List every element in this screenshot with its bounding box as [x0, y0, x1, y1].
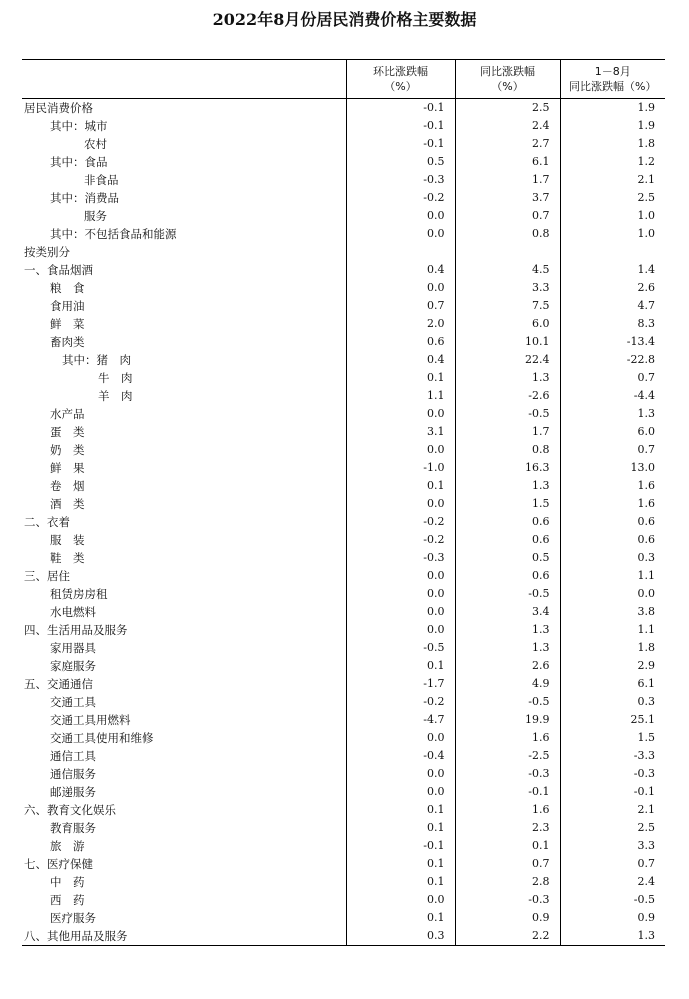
row-label: 交通工具	[50, 695, 96, 709]
cell-month-on-month: 0.0	[346, 441, 455, 459]
cell-year-to-date: 2.1	[560, 801, 665, 819]
table-row	[22, 333, 665, 351]
table-row	[22, 261, 665, 279]
cell-year-to-date: 1.6	[560, 477, 665, 495]
cell-year-on-year: 1.3	[455, 639, 560, 657]
cell-year-on-year	[455, 243, 560, 261]
cell-year-to-date: 0.0	[560, 585, 665, 603]
cell-month-on-month: -0.5	[346, 639, 455, 657]
table-row	[22, 729, 665, 747]
table-row	[22, 891, 665, 909]
cell-year-on-year: 0.9	[455, 909, 560, 927]
cell-year-to-date: 0.6	[560, 531, 665, 549]
table-row	[22, 351, 665, 369]
cell-year-to-date: -0.5	[560, 891, 665, 909]
cell-year-to-date: 0.9	[560, 909, 665, 927]
cell-month-on-month: 2.0	[346, 315, 455, 333]
cell-year-on-year: 1.6	[455, 801, 560, 819]
cell-month-on-month: -0.2	[346, 513, 455, 531]
cell-year-on-year: 1.6	[455, 729, 560, 747]
cell-year-to-date: 13.0	[560, 459, 665, 477]
row-label: 其中：猪 肉	[62, 353, 131, 367]
cell-year-to-date: 1.8	[560, 639, 665, 657]
cell-year-to-date: 3.3	[560, 837, 665, 855]
cell-year-to-date: 1.0	[560, 207, 665, 225]
row-label: 粮 食	[50, 281, 85, 295]
table-row	[22, 297, 665, 315]
cell-year-to-date: 25.1	[560, 711, 665, 729]
table-row	[22, 405, 665, 423]
cell-year-to-date: 0.3	[560, 693, 665, 711]
cell-year-on-year: -0.1	[455, 783, 560, 801]
cell-month-on-month: -1.0	[346, 459, 455, 477]
cell-month-on-month: 0.0	[346, 729, 455, 747]
row-label: 家庭服务	[50, 659, 96, 673]
cell-year-on-year: 0.6	[455, 567, 560, 585]
row-label: 教育服务	[50, 821, 96, 835]
cell-month-on-month: 0.0	[346, 207, 455, 225]
row-label: 六、教育文化娱乐	[24, 803, 116, 817]
table-row	[22, 495, 665, 513]
table-row	[22, 153, 665, 171]
header-yoy-line2: （%）	[491, 80, 524, 93]
table-row	[22, 135, 665, 153]
cell-year-on-year: -0.3	[455, 765, 560, 783]
row-label: 畜肉类	[50, 335, 85, 349]
cell-year-on-year: 0.7	[455, 207, 560, 225]
cell-month-on-month: 0.0	[346, 585, 455, 603]
row-label: 通信服务	[50, 767, 96, 781]
cell-month-on-month: -0.1	[346, 135, 455, 153]
table-row	[22, 675, 665, 693]
cell-month-on-month: 0.0	[346, 621, 455, 639]
cell-month-on-month: 0.3	[346, 927, 455, 946]
table-row	[22, 657, 665, 675]
row-label: 五、交通通信	[24, 677, 93, 691]
table-row	[22, 513, 665, 531]
table-row	[22, 639, 665, 657]
table-row	[22, 567, 665, 585]
cell-year-to-date: 1.9	[560, 99, 665, 118]
table-header-row	[22, 60, 665, 99]
cell-year-to-date: 6.0	[560, 423, 665, 441]
header-year-to-date	[560, 60, 665, 99]
cell-month-on-month: -1.7	[346, 675, 455, 693]
table-row	[22, 423, 665, 441]
cell-year-on-year: 3.3	[455, 279, 560, 297]
cell-year-to-date: 1.0	[560, 225, 665, 243]
cell-year-on-year: 1.3	[455, 369, 560, 387]
cell-month-on-month: -0.3	[346, 171, 455, 189]
cell-year-to-date: 4.7	[560, 297, 665, 315]
cell-year-on-year: -2.5	[455, 747, 560, 765]
cell-year-to-date: 2.9	[560, 657, 665, 675]
cell-year-to-date: 1.6	[560, 495, 665, 513]
cell-year-to-date: 1.1	[560, 567, 665, 585]
table-row	[22, 279, 665, 297]
row-label: 七、医疗保健	[24, 857, 93, 871]
cell-month-on-month: -0.1	[346, 837, 455, 855]
cell-year-on-year: 2.5	[455, 99, 560, 118]
cell-month-on-month: 0.1	[346, 369, 455, 387]
cell-month-on-month: 0.6	[346, 333, 455, 351]
cell-year-to-date: 1.9	[560, 117, 665, 135]
table-row	[22, 711, 665, 729]
table-row	[22, 117, 665, 135]
cell-month-on-month: -4.7	[346, 711, 455, 729]
cell-year-to-date: 0.3	[560, 549, 665, 567]
cell-month-on-month: 0.0	[346, 567, 455, 585]
cell-year-to-date: 1.8	[560, 135, 665, 153]
cell-year-on-year: 1.5	[455, 495, 560, 513]
table-row	[22, 315, 665, 333]
row-label: 旅 游	[50, 839, 85, 853]
table-row	[22, 369, 665, 387]
header-ytd-line1: 1－8月	[594, 65, 631, 78]
cell-year-on-year: 0.8	[455, 441, 560, 459]
cell-year-on-year: -2.6	[455, 387, 560, 405]
row-label: 家用器具	[50, 641, 96, 655]
cell-year-on-year: 1.3	[455, 477, 560, 495]
cell-year-on-year: 2.7	[455, 135, 560, 153]
cell-year-on-year: 2.8	[455, 873, 560, 891]
row-label: 蛋 类	[50, 425, 85, 439]
row-label: 西 药	[50, 893, 85, 907]
row-label: 八、其他用品及服务	[22, 927, 346, 946]
cell-year-to-date: -3.3	[560, 747, 665, 765]
cell-year-on-year: 2.2	[455, 927, 560, 946]
cell-year-to-date: 2.5	[560, 819, 665, 837]
header-ytd-line2: 同比涨跌幅（%）	[569, 80, 657, 93]
row-label: 医疗服务	[50, 911, 96, 925]
table-row	[22, 441, 665, 459]
table-row	[22, 225, 665, 243]
row-label: 鲜 果	[50, 461, 85, 475]
cell-month-on-month: 0.0	[346, 783, 455, 801]
cell-month-on-month	[346, 243, 455, 261]
cell-year-to-date: 1.5	[560, 729, 665, 747]
table-row	[22, 603, 665, 621]
table-row	[22, 171, 665, 189]
cell-month-on-month: 3.1	[346, 423, 455, 441]
table-row	[22, 585, 665, 603]
cell-month-on-month: -0.2	[346, 189, 455, 207]
row-label: 服 装	[50, 533, 85, 547]
row-label: 邮递服务	[50, 785, 96, 799]
row-label: 水电燃料	[50, 605, 96, 619]
row-label: 食用油	[50, 299, 85, 313]
row-label: 居民消费价格	[24, 101, 93, 115]
row-label: 卷 烟	[50, 479, 85, 493]
cell-month-on-month: 0.4	[346, 351, 455, 369]
cell-month-on-month: 0.0	[346, 495, 455, 513]
cell-year-to-date: -0.1	[560, 783, 665, 801]
row-label: 其中：不包括食品和能源	[50, 227, 177, 241]
row-label: 鞋 类	[50, 551, 85, 565]
cell-year-to-date: 0.7	[560, 369, 665, 387]
row-label: 一、食品烟酒	[24, 263, 93, 277]
row-label: 四、生活用品及服务	[24, 623, 128, 637]
cell-month-on-month: 0.1	[346, 855, 455, 873]
cell-month-on-month: -0.4	[346, 747, 455, 765]
row-label: 水产品	[50, 407, 85, 421]
cell-year-on-year: 7.5	[455, 297, 560, 315]
cell-month-on-month: 0.1	[346, 801, 455, 819]
cell-year-on-year: 1.7	[455, 423, 560, 441]
cell-year-on-year: 10.1	[455, 333, 560, 351]
cell-month-on-month: 1.1	[346, 387, 455, 405]
cell-year-on-year: 6.0	[455, 315, 560, 333]
cell-year-on-year: 2.6	[455, 657, 560, 675]
cell-year-on-year: 1.7	[455, 171, 560, 189]
cell-year-to-date: 1.1	[560, 621, 665, 639]
cell-year-to-date: 1.2	[560, 153, 665, 171]
row-label: 交通工具用燃料	[50, 713, 131, 727]
row-label: 羊 肉	[98, 389, 133, 403]
cell-month-on-month: 0.0	[346, 225, 455, 243]
cell-year-to-date: 6.1	[560, 675, 665, 693]
cell-month-on-month: -0.1	[346, 99, 455, 118]
cell-month-on-month: 0.4	[346, 261, 455, 279]
cell-year-on-year: 4.9	[455, 675, 560, 693]
cell-year-on-year: 0.5	[455, 549, 560, 567]
table-row	[22, 621, 665, 639]
cell-month-on-month: 0.1	[346, 909, 455, 927]
table-row	[22, 819, 665, 837]
cell-month-on-month: 0.0	[346, 279, 455, 297]
table-body	[22, 99, 665, 946]
table-row	[22, 459, 665, 477]
cell-year-to-date	[560, 243, 665, 261]
cell-year-on-year: 22.4	[455, 351, 560, 369]
cell-year-on-year: 19.9	[455, 711, 560, 729]
row-label: 交通工具使用和维修	[50, 731, 154, 745]
cell-month-on-month: -0.1	[346, 117, 455, 135]
table-row	[22, 189, 665, 207]
row-label: 非食品	[84, 173, 119, 187]
table-row	[22, 477, 665, 495]
cell-year-on-year: 0.8	[455, 225, 560, 243]
cell-year-on-year: -0.3	[455, 891, 560, 909]
row-label: 牛 肉	[98, 371, 133, 385]
row-label: 其中：消费品	[50, 191, 119, 205]
table-row	[22, 207, 665, 225]
table-row	[22, 243, 665, 261]
cell-year-on-year: 2.4	[455, 117, 560, 135]
row-label: 服务	[84, 209, 107, 223]
cell-year-on-year: 3.7	[455, 189, 560, 207]
table-row	[22, 693, 665, 711]
cell-month-on-month: 0.0	[346, 603, 455, 621]
table-row	[22, 801, 665, 819]
cell-year-to-date: -4.4	[560, 387, 665, 405]
cell-year-to-date: 2.4	[560, 873, 665, 891]
cell-year-on-year: 16.3	[455, 459, 560, 477]
cell-year-to-date: 1.3	[560, 927, 665, 946]
cell-year-on-year: 0.7	[455, 855, 560, 873]
cell-year-to-date: 8.3	[560, 315, 665, 333]
table-row	[22, 99, 665, 118]
cell-month-on-month: -0.2	[346, 531, 455, 549]
row-label: 二、衣着	[24, 515, 70, 529]
table-row	[22, 927, 665, 946]
cell-month-on-month: 0.0	[346, 891, 455, 909]
row-label: 三、居住	[24, 569, 70, 583]
header-yoy-line1: 同比涨跌幅	[480, 65, 535, 78]
row-label: 酒 类	[50, 497, 85, 511]
cpi-data-table	[22, 59, 665, 946]
table-row	[22, 531, 665, 549]
cell-month-on-month: -0.2	[346, 693, 455, 711]
cell-month-on-month: -0.3	[346, 549, 455, 567]
cell-year-to-date: 1.4	[560, 261, 665, 279]
row-label: 通信工具	[50, 749, 96, 763]
row-label: 按类别分	[24, 245, 70, 259]
row-label: 中 药	[50, 875, 85, 889]
cell-year-to-date: 1.3	[560, 405, 665, 423]
row-label: 其中：城市	[50, 119, 108, 133]
cell-year-on-year: -0.5	[455, 585, 560, 603]
cell-year-on-year: 0.1	[455, 837, 560, 855]
cell-year-on-year: -0.5	[455, 405, 560, 423]
header-mom-line1: 环比涨跌幅	[373, 65, 428, 78]
cell-year-to-date: 3.8	[560, 603, 665, 621]
cell-year-to-date: -22.8	[560, 351, 665, 369]
table-row	[22, 387, 665, 405]
table-row	[22, 855, 665, 873]
cell-year-to-date: -13.4	[560, 333, 665, 351]
cell-year-on-year: 3.4	[455, 603, 560, 621]
row-label: 奶 类	[50, 443, 85, 457]
table-row	[22, 549, 665, 567]
cell-year-to-date: 2.5	[560, 189, 665, 207]
table-row	[22, 765, 665, 783]
row-label: 鲜 菜	[50, 317, 85, 331]
header-year-on-year	[455, 60, 560, 99]
cell-year-to-date: 0.7	[560, 441, 665, 459]
cell-year-on-year: -0.5	[455, 693, 560, 711]
cell-year-to-date: -0.3	[560, 765, 665, 783]
cell-year-to-date: 0.6	[560, 513, 665, 531]
cell-year-to-date: 0.7	[560, 855, 665, 873]
cell-year-on-year: 2.3	[455, 819, 560, 837]
row-label: 其中：食品	[50, 155, 108, 169]
cell-year-to-date: 2.1	[560, 171, 665, 189]
header-month-on-month	[346, 60, 455, 99]
row-label: 租赁房房租	[50, 587, 108, 601]
cell-month-on-month: 0.7	[346, 297, 455, 315]
table-row	[22, 837, 665, 855]
cell-month-on-month: 0.1	[346, 819, 455, 837]
cell-month-on-month: 0.0	[346, 765, 455, 783]
cell-month-on-month: 0.0	[346, 405, 455, 423]
table-row	[22, 783, 665, 801]
cell-year-on-year: 1.3	[455, 621, 560, 639]
header-category	[22, 60, 346, 99]
table-row	[22, 873, 665, 891]
cell-year-on-year: 4.5	[455, 261, 560, 279]
cell-year-on-year: 6.1	[455, 153, 560, 171]
cell-year-on-year: 0.6	[455, 513, 560, 531]
header-mom-line2: （%）	[384, 80, 417, 93]
cell-year-to-date: 2.6	[560, 279, 665, 297]
cell-month-on-month: 0.1	[346, 477, 455, 495]
cell-month-on-month: 0.1	[346, 873, 455, 891]
cell-year-on-year: 0.6	[455, 531, 560, 549]
table-row	[22, 909, 665, 927]
row-label: 农村	[84, 137, 107, 151]
cell-month-on-month: 0.1	[346, 657, 455, 675]
table-row	[22, 747, 665, 765]
cell-month-on-month: 0.5	[346, 153, 455, 171]
page-title: 2022年8月份居民消费价格主要数据	[212, 10, 477, 29]
